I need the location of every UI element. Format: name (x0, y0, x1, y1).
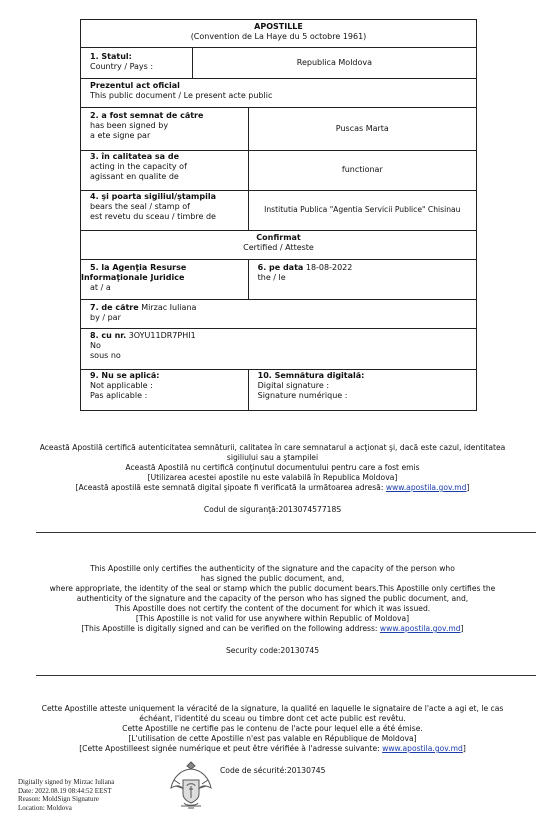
fr-security-code: Code de sécurité:20130745 (220, 766, 326, 775)
field-1-sub: Country / Pays : (90, 62, 154, 71)
field-10-sub2: Signature numérique : (257, 391, 348, 400)
field-2-sub1: has been signed by (90, 121, 169, 130)
field-10-cell (248, 370, 476, 411)
field-5-sub: at / a (90, 283, 111, 292)
french-notice (0, 704, 545, 754)
field-9-label: 9. Nu se aplică: (90, 371, 160, 380)
sig-line-3: Reason: MoldSign Signature (18, 795, 99, 803)
en-line-5: This Apostille does not certify the content of the document for which it was issued. (114, 604, 431, 613)
field-6-sub: the / le (257, 273, 286, 282)
field-8-row (81, 329, 477, 370)
fr-line-4: [L'utilisation de cette Apostille n'est pas valable en République de Moldova] (128, 734, 417, 743)
field-4-label-cell (81, 191, 249, 231)
field-6-label: 6. pe data (257, 263, 304, 272)
field-2-label: 2. a fost semnat de către (90, 111, 204, 120)
romanian-notice (0, 443, 545, 515)
fr-line-2: échéant, l'identité du sceau ou timbre dont cet acte public est revêtu. (139, 714, 406, 723)
moldova-coat-of-arms-icon (166, 756, 216, 816)
field-1-value: Republica Moldova (192, 48, 476, 79)
field-2-value: Puscas Marta (248, 108, 476, 151)
confirm-label: Confirmat (256, 233, 301, 242)
field-4-sub1: bears the seal / stamp of (90, 202, 190, 211)
field-5-label1: 5. la Agenţia Resurse (90, 263, 187, 272)
field-9-cell (81, 370, 249, 411)
ro-line-1: Această Apostilă certifică autenticitatea semnăturii, calitatea în care semnatarul a acţionat şi, dacă este cazul, identitatea (39, 443, 506, 452)
confirm-row (81, 231, 477, 260)
field-8-sub2: sous no (90, 351, 121, 360)
apostille-table (80, 19, 477, 411)
ro-line-4: [Utilizarea acestei apostile nu este valabilă în Republica Moldova] (147, 473, 398, 482)
sig-line-2: Date: 2022.08.19 08:44:52 EEST (18, 786, 112, 795)
field-8-value: 3OYU11DR7PHI1 (128, 331, 196, 340)
divider-1 (36, 532, 536, 533)
apostille-subtitle: (Convention de La Haye du 5 octobre 1961) (190, 32, 367, 41)
digital-signature-stamp (18, 778, 114, 812)
field-3-sub2: agissant en qualite de (90, 172, 179, 181)
field-7-sub: by / par (90, 313, 121, 322)
field-3-sub1: acting in the capacity of (90, 162, 187, 171)
field-10-label: 10. Semnătura digitală: (257, 371, 365, 380)
field-4-label: 4. şi poarta sigiliul/ştampila (90, 192, 216, 201)
document-sub: This public document / Le present acte public (90, 91, 273, 100)
field-2-label-cell (81, 108, 249, 151)
field-1-label-cell (81, 48, 193, 79)
en-line-1: This Apostille only certifies the authenticity of the signature and the capacity of the person who (90, 564, 455, 573)
field-2-sub2: a ete signe par (90, 131, 151, 140)
english-notice (0, 564, 545, 656)
field-5-label2: Informaţionale Juridice (81, 273, 185, 282)
field-8-label: 8. cu nr. (90, 331, 127, 340)
ro-verify-link[interactable]: www.apostila.gov.md (385, 483, 467, 492)
field-7-value: Mirzac Iuliana (141, 303, 197, 312)
field-4-sub2: est revetu du sceau / timbre de (90, 212, 216, 221)
field-3-label-cell (81, 151, 249, 191)
document-label: Prezentul act oficial (90, 81, 180, 90)
en-line-4: authenticity of the signature and the capacity of the person who has signed the public document, and, (76, 594, 469, 603)
divider-2 (36, 675, 536, 676)
field-3-value: functionar (248, 151, 476, 191)
fr-line-5: [Cette Apostilleest signée numérique et peut être vérifiée à l'adresse suivante: www.apostila.gov.md] (79, 744, 466, 753)
ro-line-5: [Această apostilă este semnată digital şipoate fi verificată la următoarea adresă: www.apostila.gov.md] (75, 483, 470, 492)
field-6-cell (248, 260, 476, 300)
field-6-value: 18-08-2022 (305, 263, 353, 272)
en-line-2: has signed the public document, and, (200, 574, 345, 583)
en-line-3: where appropriate, the identity of the seal or stamp which the public document bears.This Apostille only certifies the (49, 584, 496, 593)
field-3-label: 3. în calitatea sa de (90, 152, 179, 161)
sig-line-4: Location: Moldova (18, 803, 72, 812)
ro-security-code: Codul de siguranţă:201307457718S (203, 505, 342, 514)
en-line-6: [This Apostille is not valid for use anywhere within Republic of Moldova] (135, 614, 410, 623)
field-7-row (81, 300, 477, 329)
field-10-sub1: Digital signature : (257, 381, 330, 390)
field-1-label: 1. Statul: (90, 52, 132, 61)
en-line-7: [This Apostille is digitally signed and can be verified on the following address: www.apostila.gov.md] (81, 624, 464, 633)
field-7-label: 7. de către (90, 303, 139, 312)
en-verify-link[interactable]: www.apostila.gov.md (379, 624, 461, 633)
field-8-sub1: No (90, 341, 101, 350)
fr-verify-link[interactable]: www.apostila.gov.md (382, 744, 463, 753)
apostille-title: APOSTILLE (254, 22, 303, 31)
sig-line-1: Digitally signed by Mirzac Iuliana (18, 778, 115, 786)
apostille-header (81, 20, 477, 48)
field-9-sub1: Not applicable : (90, 381, 153, 390)
en-security-code: Security code:20130745 (225, 646, 320, 655)
document-row (81, 79, 477, 108)
field-9-sub2: Pas aplicable : (90, 391, 148, 400)
ro-line-3: Această Apostilă nu certifică conţinutul documentului pentru care a fost emis (125, 463, 420, 472)
ro-line-2: sigiliului sau a ştampilei (226, 453, 319, 462)
field-4-value: Institutia Publica "Agentia Servicii Publice" Chisinau (248, 191, 476, 231)
fr-line-1: Cette Apostille atteste uniquement la véracité de la signature, la qualité en laquelle le signataire de l'acte a agi et, le cas (41, 704, 504, 713)
field-5-cell (81, 260, 249, 300)
fr-line-3: Cette Apostille ne certifie pas le contenu de l'acte pour lequel elle a été émise. (122, 724, 423, 733)
confirm-sub: Certified / Atteste (243, 243, 314, 252)
